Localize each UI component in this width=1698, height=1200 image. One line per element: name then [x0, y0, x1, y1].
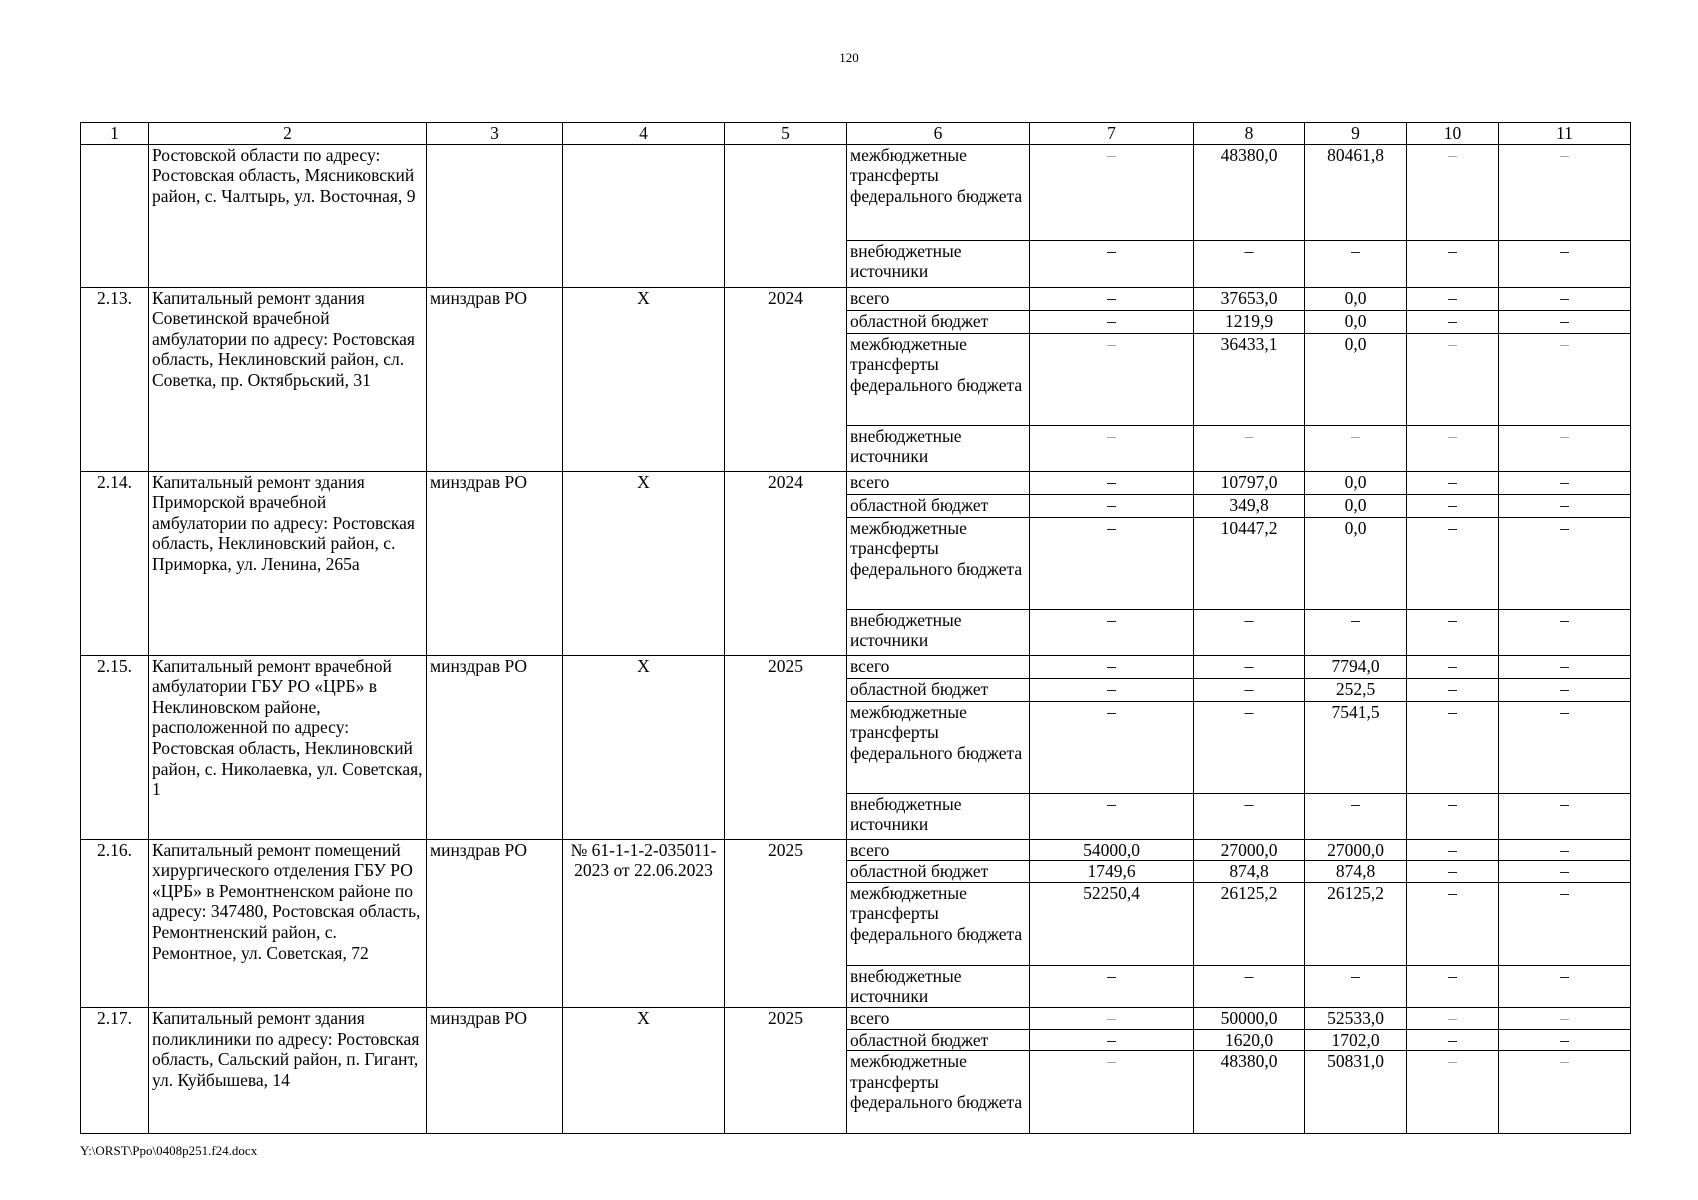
source-cell: всего — [847, 1007, 1030, 1029]
value-cell: 37653,0 — [1194, 287, 1305, 310]
source-cell: областной бюджет — [847, 861, 1030, 883]
column-number: 8 — [1194, 123, 1305, 145]
table-row — [81, 287, 1631, 310]
value-cell: – — [1194, 655, 1305, 678]
source-cell: внебюджетные источники — [847, 240, 1030, 287]
value-cell: – — [1407, 655, 1499, 678]
source-cell: всего — [847, 287, 1030, 310]
value-cell: – — [1030, 965, 1194, 1007]
document-cell: Х — [563, 655, 725, 839]
value-cell: 349,8 — [1194, 494, 1305, 517]
value-cell: – — [1499, 655, 1631, 678]
value-cell: – — [1305, 793, 1407, 839]
value-cell: – — [1305, 240, 1407, 287]
value-cell: – — [1030, 701, 1194, 793]
value-cell: – — [1407, 517, 1499, 609]
value-cell: – — [1305, 609, 1407, 655]
value-cell: – — [1030, 471, 1194, 494]
value-cell: – — [1499, 471, 1631, 494]
source-cell: межбюджетные трансферты федерального бюджета — [847, 1051, 1030, 1134]
document-cell: № 61-1-1-2-035011-2023 от 22.06.2023 — [563, 839, 725, 1007]
value-cell: 26125,2 — [1194, 882, 1305, 965]
value-cell: 874,8 — [1194, 861, 1305, 883]
column-number: 2 — [149, 123, 427, 145]
value-cell: – — [1499, 425, 1631, 471]
value-cell: – — [1030, 494, 1194, 517]
source-cell: межбюджетные трансферты федерального бюджета — [847, 144, 1030, 240]
value-cell: – — [1499, 1029, 1631, 1051]
organization-cell: минздрав РО — [427, 471, 563, 655]
value-cell: 10447,2 — [1194, 517, 1305, 609]
source-cell: внебюджетные источники — [847, 425, 1030, 471]
organization-cell: минздрав РО — [427, 1007, 563, 1133]
program-table — [80, 122, 1631, 1134]
column-number: 4 — [563, 123, 725, 145]
value-cell: – — [1194, 965, 1305, 1007]
value-cell: – — [1030, 144, 1194, 240]
row-number-cell: 2.13. — [81, 287, 149, 471]
value-cell: – — [1499, 965, 1631, 1007]
value-cell: – — [1407, 425, 1499, 471]
value-cell: – — [1499, 793, 1631, 839]
value-cell: – — [1030, 678, 1194, 701]
value-cell: – — [1030, 310, 1194, 333]
value-cell: – — [1407, 494, 1499, 517]
year-cell — [725, 144, 847, 287]
document-cell: Х — [563, 287, 725, 471]
column-number: 7 — [1030, 123, 1194, 145]
value-cell: – — [1499, 517, 1631, 609]
object-name-cell: Капитальный ремонт здания Советинской врачебной амбулатории по адресу: Ростовская область, Неклиновский район, сл. Советка, пр. Октябрьский, 31 — [149, 287, 427, 471]
value-cell: – — [1407, 861, 1499, 883]
object-name-cell: Капитальный ремонт здания Приморской врачебной амбулатории по адресу: Ростовская область, Неклиновский район, с. Приморка, ул. Ленина, 265а — [149, 471, 427, 655]
value-cell: 50831,0 — [1305, 1051, 1407, 1134]
page-number: 120 — [839, 50, 859, 65]
row-number-cell: 2.16. — [81, 839, 149, 1007]
value-cell: – — [1030, 793, 1194, 839]
value-cell: – — [1499, 839, 1631, 861]
value-cell: – — [1499, 333, 1631, 425]
value-cell: 0,0 — [1305, 494, 1407, 517]
value-cell: – — [1407, 471, 1499, 494]
value-cell: – — [1499, 494, 1631, 517]
value-cell: – — [1407, 240, 1499, 287]
value-cell: – — [1030, 287, 1194, 310]
value-cell: – — [1499, 1007, 1631, 1029]
value-cell: 48380,0 — [1194, 144, 1305, 240]
value-cell: – — [1030, 333, 1194, 425]
value-cell: – — [1499, 701, 1631, 793]
value-cell: – — [1407, 793, 1499, 839]
organization-cell: минздрав РО — [427, 839, 563, 1007]
value-cell: – — [1407, 287, 1499, 310]
column-number: 5 — [725, 123, 847, 145]
value-cell: – — [1030, 655, 1194, 678]
value-cell: – — [1407, 144, 1499, 240]
value-cell: 48380,0 — [1194, 1051, 1305, 1134]
value-cell: – — [1499, 861, 1631, 883]
value-cell: 1749,6 — [1030, 861, 1194, 883]
value-cell: 27000,0 — [1194, 839, 1305, 861]
value-cell: – — [1499, 310, 1631, 333]
row-number-cell: 2.15. — [81, 655, 149, 839]
value-cell: 1219,9 — [1194, 310, 1305, 333]
value-cell: – — [1030, 609, 1194, 655]
source-cell: межбюджетные трансферты федерального бюджета — [847, 882, 1030, 965]
column-number: 10 — [1407, 123, 1499, 145]
organization-cell: минздрав РО — [427, 287, 563, 471]
organization-cell — [427, 144, 563, 287]
table-row — [81, 655, 1631, 678]
value-cell: – — [1407, 965, 1499, 1007]
source-cell: межбюджетные трансферты федерального бюджета — [847, 517, 1030, 609]
document-cell: Х — [563, 471, 725, 655]
value-cell: 7794,0 — [1305, 655, 1407, 678]
value-cell: 874,8 — [1305, 861, 1407, 883]
value-cell: 0,0 — [1305, 310, 1407, 333]
table-row — [81, 144, 1631, 240]
value-cell: – — [1194, 609, 1305, 655]
value-cell: – — [1194, 701, 1305, 793]
row-number-cell — [81, 144, 149, 287]
value-cell: 52250,4 — [1030, 882, 1194, 965]
source-cell: всего — [847, 655, 1030, 678]
value-cell: – — [1499, 1051, 1631, 1134]
value-cell: – — [1030, 1007, 1194, 1029]
value-cell: – — [1499, 882, 1631, 965]
value-cell: – — [1194, 425, 1305, 471]
value-cell: 50000,0 — [1194, 1007, 1305, 1029]
value-cell: – — [1407, 609, 1499, 655]
value-cell: 80461,8 — [1305, 144, 1407, 240]
column-number: 3 — [427, 123, 563, 145]
source-cell: областной бюджет — [847, 678, 1030, 701]
table-row — [81, 1007, 1631, 1029]
object-name-cell: Капитальный ремонт помещений хирургического отделения ГБУ РО «ЦРБ» в Ремонтненском районе по адресу: 347480, Ростовская область, Ремонтненский район, с. Ремонтное, ул. Советская, 72 — [149, 839, 427, 1007]
source-cell: внебюджетные источники — [847, 965, 1030, 1007]
value-cell: 52533,0 — [1305, 1007, 1407, 1029]
column-number: 1 — [81, 123, 149, 145]
value-cell: 252,5 — [1305, 678, 1407, 701]
source-cell: всего — [847, 839, 1030, 861]
object-name-cell: Капитальный ремонт врачебной амбулатории ГБУ РО «ЦРБ» в Неклиновском районе, расположенной по адресу: Ростовская область, Неклиновский район, с. Николаевка, ул. Советская, 1 — [149, 655, 427, 839]
value-cell: – — [1305, 965, 1407, 1007]
value-cell: – — [1407, 1051, 1499, 1134]
value-cell: – — [1194, 793, 1305, 839]
year-cell: 2025 — [725, 839, 847, 1007]
document-footer-path: Y:\ORST\Ppo\0408p251.f24.docx — [80, 1143, 258, 1158]
value-cell: – — [1194, 678, 1305, 701]
value-cell: 0,0 — [1305, 517, 1407, 609]
value-cell: – — [1407, 839, 1499, 861]
source-cell: областной бюджет — [847, 310, 1030, 333]
value-cell: 1702,0 — [1305, 1029, 1407, 1051]
table-row — [81, 839, 1631, 861]
value-cell: – — [1030, 240, 1194, 287]
document-cell: Х — [563, 1007, 725, 1133]
value-cell: – — [1499, 287, 1631, 310]
value-cell: – — [1407, 310, 1499, 333]
value-cell: – — [1030, 425, 1194, 471]
source-cell: областной бюджет — [847, 1029, 1030, 1051]
value-cell: 54000,0 — [1030, 839, 1194, 861]
value-cell: – — [1407, 1007, 1499, 1029]
source-cell: внебюджетные источники — [847, 609, 1030, 655]
value-cell: – — [1499, 144, 1631, 240]
value-cell: – — [1407, 1029, 1499, 1051]
value-cell: – — [1499, 678, 1631, 701]
value-cell: – — [1499, 240, 1631, 287]
value-cell: 26125,2 — [1305, 882, 1407, 965]
value-cell: 0,0 — [1305, 287, 1407, 310]
value-cell: 27000,0 — [1305, 839, 1407, 861]
value-cell: 36433,1 — [1194, 333, 1305, 425]
source-cell: межбюджетные трансферты федерального бюджета — [847, 333, 1030, 425]
value-cell: – — [1499, 609, 1631, 655]
object-name-cell: Капитальный ремонт здания поликлиники по адресу: Ростовская область, Сальский район, п. Гигант, ул. Куйбышева, 14 — [149, 1007, 427, 1133]
value-cell: – — [1407, 701, 1499, 793]
year-cell: 2025 — [725, 1007, 847, 1133]
source-cell: внебюджетные источники — [847, 793, 1030, 839]
organization-cell: минздрав РО — [427, 655, 563, 839]
value-cell: – — [1407, 333, 1499, 425]
value-cell: – — [1305, 425, 1407, 471]
column-number: 11 — [1499, 123, 1631, 145]
table-row — [81, 471, 1631, 494]
value-cell: – — [1407, 678, 1499, 701]
year-cell: 2024 — [725, 287, 847, 471]
year-cell: 2024 — [725, 471, 847, 655]
column-number: 9 — [1305, 123, 1407, 145]
source-cell: всего — [847, 471, 1030, 494]
value-cell: – — [1194, 240, 1305, 287]
value-cell: – — [1407, 882, 1499, 965]
value-cell: – — [1030, 517, 1194, 609]
value-cell: – — [1030, 1051, 1194, 1134]
value-cell: 0,0 — [1305, 333, 1407, 425]
source-cell: межбюджетные трансферты федерального бюджета — [847, 701, 1030, 793]
value-cell: 0,0 — [1305, 471, 1407, 494]
object-name-cell: Ростовской области по адресу: Ростовская область, Мясниковский район, с. Чалтырь, ул. Восточная, 9 — [149, 144, 427, 287]
column-number-row — [81, 123, 1631, 145]
row-number-cell: 2.17. — [81, 1007, 149, 1133]
value-cell: 1620,0 — [1194, 1029, 1305, 1051]
source-cell: областной бюджет — [847, 494, 1030, 517]
value-cell: 7541,5 — [1305, 701, 1407, 793]
year-cell: 2025 — [725, 655, 847, 839]
column-number: 6 — [847, 123, 1030, 145]
value-cell: – — [1030, 1029, 1194, 1051]
document-cell — [563, 144, 725, 287]
row-number-cell: 2.14. — [81, 471, 149, 655]
value-cell: 10797,0 — [1194, 471, 1305, 494]
